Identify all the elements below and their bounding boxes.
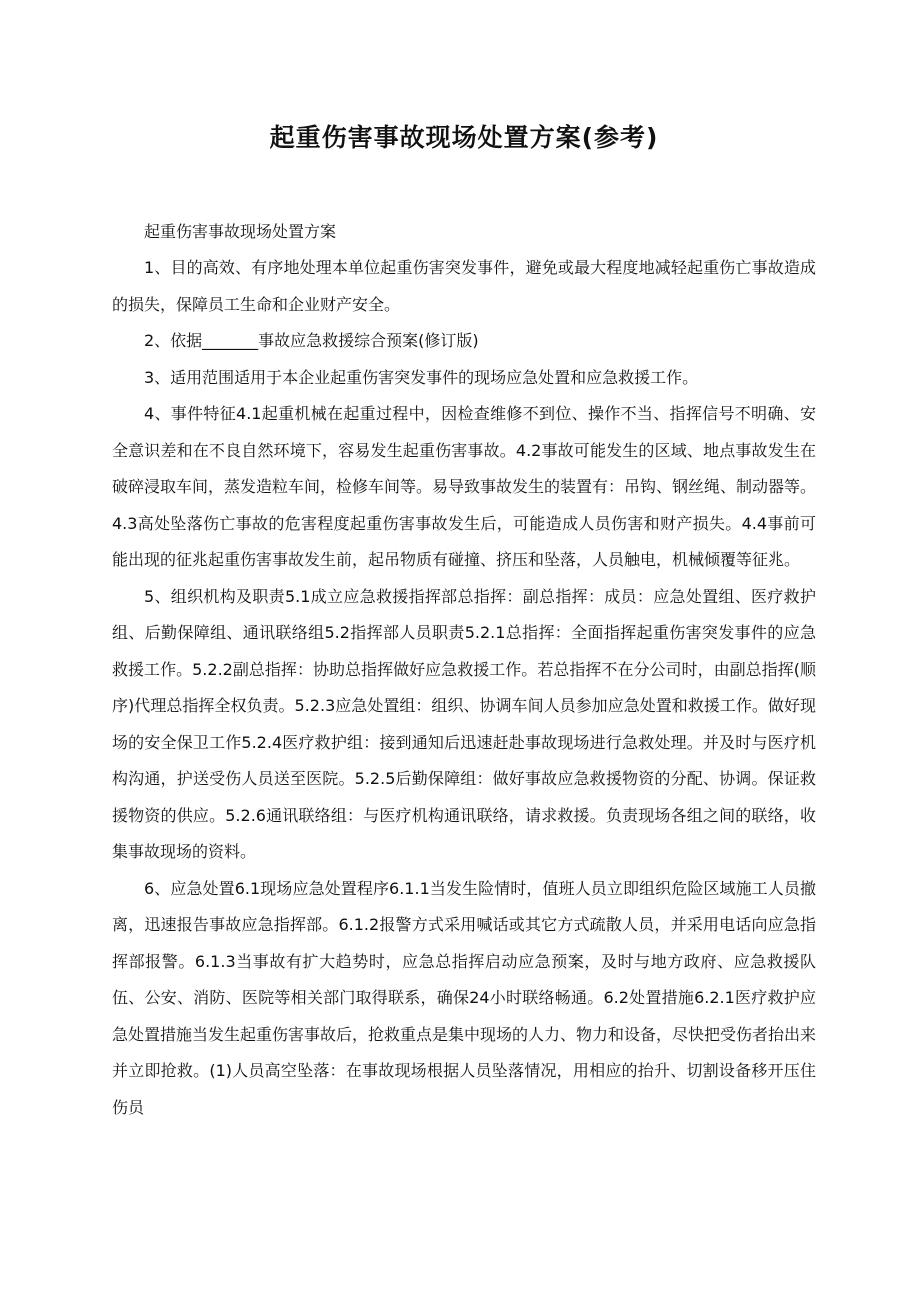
paragraph-scope: 3、适用范围适用于本企业起重伤害突发事件的现场应急处置和应急救援工作。 — [144, 367, 699, 387]
paragraph-purpose: 1、目的高效、有序地处理本单位起重伤害突发事件，避免或最大程度地减轻起重伤亡事故造成的损失，保障员工生命和企业财产安全。 — [112, 258, 816, 314]
document-subtitle: 起重伤害事故现场处置方案 — [144, 222, 337, 241]
paragraph-event-features: 4、事件特征4.1起重机械在起重过程中，因检查维修不到位、操作不当、指挥信号不明确、安全意识差和在不良自然环境下，容易发生起重伤害事故。4.2事故可能发生的区域、地点事故发生在破碎浸取车间，蒸发造粒车间，检修车间等。易导致事故发生的装置有：吊钩、钢丝绳、制动器等。4.3高处坠落伤亡事故的危害程度起重伤害事故发生后，可能造成人员伤害和财产损失。4.4事前可能出现的征兆起重伤害事故发生前，起吊物质有碰撞、挤压和坠落，人员触电，机械倾覆等征兆。 — [112, 404, 817, 569]
paragraph-emergency-response: 6、应急处置6.1现场应急处置程序6.1.1当发生险情时，值班人员立即组织危险区域施工人员撤离，迅速报告事故应急指挥部。6.1.2报警方式采用喊话或其它方式疏散人员，并采用电话向应急指挥部报警。6.1.3当事故有扩大趋势时，应急总指挥启动应急预案，及时与地方政府、应急救援队伍、公安、消防、医院等相关部门取得联系，确保24小时联络畅通。6.2处置措施6.2.1医疗救护应急处置措施当发生起重伤害事故后，抢救重点是集中现场的人力、物力和设备，尽快把受伤者抬出来并立即抢救。(1)人员高空坠落：在事故现场根据人员坠落情况，用相应的抬升、切割设备移开压住伤员 — [112, 878, 817, 1117]
paragraph-organization: 5、组织机构及职责5.1成立应急救援指挥部总指挥：副总指挥：成员：应急处置组、医疗救护组、后勤保障组、通讯联络组5.2指挥部人员职责5.2.1总指挥：全面指挥起重伤害突发事件的应急救援工作。5.2.2副总指挥：协助总指挥做好应急救援工作。若总指挥不在分公司时，由副总指挥(顺序)代理总指挥全权负责。5.2.3应急处置组：组织、协调车间人员参加应急处置和救援工作。做好现场的安全保卫工作5.2.4医疗救护组：接到通知后迅速赶赴事故现场进行急救处理。并及时与医疗机构沟通，护送受伤人员送至医院。5.2.5后勤保障组：做好事故应急救援物资的分配、协调。保证救援物资的供应。5.2.6通讯联络组：与医疗机构通讯联络，请求救援。负责现场各组之间的联络，收集事故现场的资料。 — [112, 586, 816, 861]
document-title: 起重伤害事故现场处置方案(参考) — [269, 123, 659, 152]
paragraph-basis: 2、依据_______事故应急救援综合预案(修订版) — [144, 331, 479, 350]
